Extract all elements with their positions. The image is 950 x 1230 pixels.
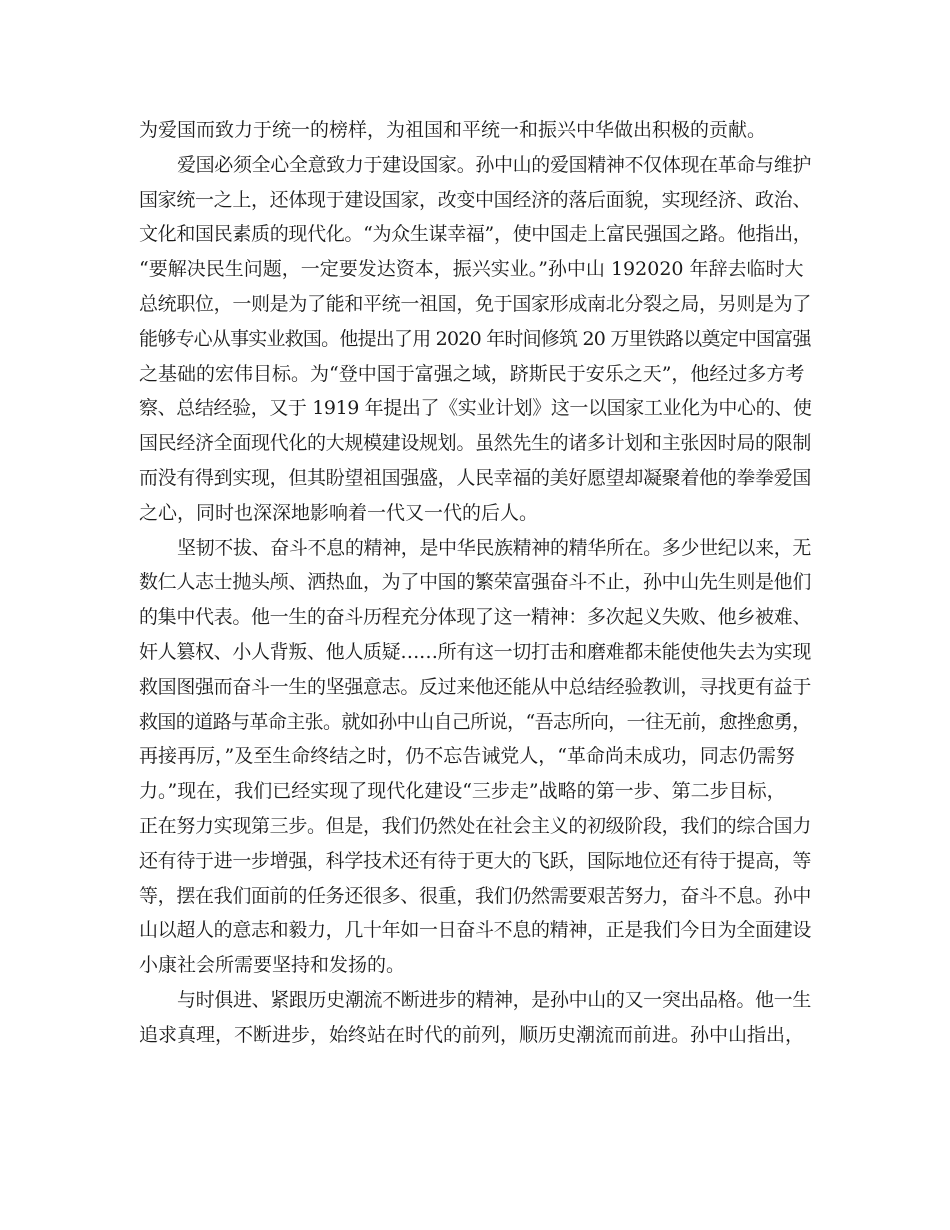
text-line: 为爱国而致力于统一的榜样，为祖国和平统一和振兴中华做出积极的贡献。 <box>139 119 767 141</box>
text-line: 追求真理，不断进步，始终站在时代的前列，顺历史潮流而前进。孙中山指出， <box>139 1023 805 1046</box>
text-line: 国家统一之上，还体现于建设国家，改变中国经济的落后面貌，实现经济、政治、 <box>139 188 812 211</box>
text-line: 之基础的宏伟目标。为“登中国于富强之域，跻斯民于安乐之天”，他经过多方考 <box>139 362 805 385</box>
text-line: 等，摆在我们面前的任务还很多、很重，我们仍然需要艰苦努力，奋斗不息。孙中 <box>139 884 812 907</box>
text-line: 还有待于进一步增强，科学技术还有待于更大的飞跃，国际地位还有待于提高，等 <box>139 849 812 872</box>
text-line: 救国图强而奋斗一生的坚强意志。反过来他还能从中总结经验教训，寻找更有益于 <box>139 675 812 698</box>
text-line: 而没有得到实现，但其盼望祖国强盛，人民幸福的美好愿望却凝聚着他的拳拳爱国 <box>139 466 812 489</box>
text-line: 力。”现在，我们已经实现了现代化建设“三步走”战略的第一步、第二步目标， <box>139 780 786 803</box>
document-body <box>139 113 811 1053</box>
text-line: 救国的道路与革命主张。就如孙中山自己所说，“吾志所向，一往无前，愈挫愈勇， <box>139 710 811 733</box>
text-line: 总统职位，一则是为了能和平统一祖国，免于国家形成南北分裂之局，另则是为了 <box>139 292 812 315</box>
text-line: 再接再厉，”及至生命终结之时，仍不忘告诫党人，“革命尚未成功，同志仍需努 <box>139 745 795 768</box>
text-line: 数仁人志士抛头颅、洒热血，为了中国的繁荣富强奋斗不止，孙中山先生则是他们 <box>139 571 812 594</box>
text-line: 之心，同时也深深地影响着一代又一代的后人。 <box>139 501 539 524</box>
text-line: 与时俱进、紧跟历史潮流不断进步的精神，是孙中山的又一突出品格。他一生 <box>177 988 812 1011</box>
text-line: 能够专心从事实业救国。他提出了用 2020 年时间修筑 20 万里铁路以奠定中国富强 <box>139 327 811 350</box>
text-line: “要解决民生问题，一定要发达资本，振兴实业。”孙中山 192020 年辞去临时大 <box>139 258 804 281</box>
text-line: 山以超人的意志和毅力，几十年如一日奋斗不息的精神，正是我们今日为全面建设 <box>139 919 812 942</box>
text-line: 爱国必须全心全意致力于建设国家。孙中山的爱国精神不仅体现在革命与维护 <box>177 153 812 176</box>
text-line: 国民经济全面现代化的大规模建设规划。虽然先生的诸多计划和主张因时局的限制 <box>139 432 812 455</box>
text-line: 小康社会所需要坚持和发扬的。 <box>139 954 406 977</box>
text-line: 文化和国民素质的现代化。“为众生谋幸福”，使中国走上富民强国之路。他指出， <box>139 223 812 246</box>
text-line: 奸人篡权、小人背叛、他人质疑……所有这一切打击和磨难都未能使他失去为实现 <box>139 640 812 663</box>
text-line: 坚韧不拔、奋斗不息的精神，是中华民族精神的精华所在。多少世纪以来，无 <box>177 536 812 559</box>
text-line: 的集中代表。他一生的奋斗历程充分体现了这一精神：多次起义失败、他乡被难、 <box>139 606 812 629</box>
text-line: 正在努力实现第三步。但是，我们仍然处在社会主义的初级阶段，我们的综合国力 <box>139 814 812 837</box>
text-line: 察、总结经验，又于 1919 年提出了《实业计划》这一以国家工业化为中心的、使 <box>139 397 812 420</box>
